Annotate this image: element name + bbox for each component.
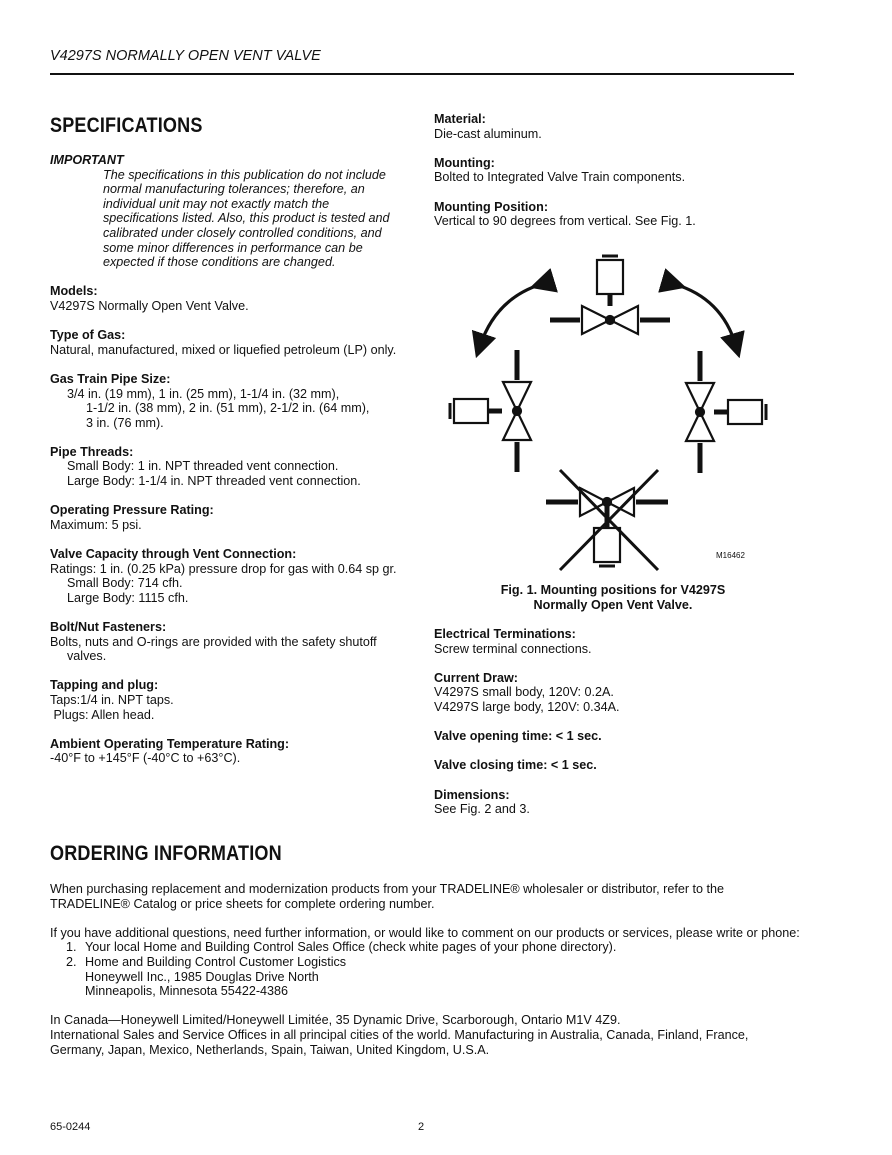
tapping-plugs: Plugs: Allen head. — [50, 707, 155, 722]
gas-train-line: 3/4 in. (19 mm), 1 in. (25 mm), 1-1/4 in. (32 mm), — [67, 386, 340, 401]
figure-caption-line: Normally Open Vent Valve. — [533, 598, 693, 612]
fasteners-text: Bolts, nuts and O-rings are provided with the safety shutoff valves. — [50, 634, 377, 664]
pipe-threads-small: Small Body: 1 in. NPT threaded vent connection. — [67, 459, 339, 474]
document-number: 65-0244 — [50, 1121, 91, 1133]
material-text: Die-cast aluminum. — [434, 126, 542, 141]
list-line: Your local Home and Building Control Sales Office (check white pages of your phone directory). — [85, 940, 617, 955]
ordering-paragraph: If you have additional questions, need further information, or would like to comment on our products or services, please write or phone: — [50, 925, 800, 940]
operating-pressure-label: Operating Pressure Rating: — [50, 503, 214, 518]
ordering-heading: ORDERING INFORMATION — [50, 842, 282, 865]
valve-inverted-icon — [546, 488, 668, 566]
valve-capacity-label: Valve Capacity through Vent Connection: — [50, 547, 297, 562]
list-item — [50, 955, 800, 999]
dimensions-label: Dimensions: — [434, 787, 510, 802]
current-draw-large: V4297S large body, 120V: 0.34A. — [434, 699, 620, 714]
gas-train-line: 3 in. (76 mm). — [86, 415, 164, 430]
ambient-text: -40°F to +145°F (-40°C to +63°C). — [50, 751, 241, 766]
valve-upright-icon — [550, 256, 670, 334]
ambient-label: Ambient Operating Temperature Rating: — [50, 736, 290, 751]
important-line: The specifications in this publication do not include — [103, 167, 386, 182]
mounting-position-text: Vertical to 90 degrees from vertical. See Fig. 1. — [434, 214, 696, 229]
operating-pressure-text: Maximum: 5 psi. — [50, 517, 142, 532]
tapping-label: Tapping and plug: — [50, 678, 159, 693]
dimensions-text: See Fig. 2 and 3. — [434, 802, 530, 817]
mounting-position-label: Mounting Position: — [434, 199, 549, 214]
canada-text: In Canada—Honeywell Limited/Honeywell Limitée, 35 Dynamic Drive, Scarborough, Ontario M1V 4Z9. — [50, 1013, 621, 1028]
specifications-left-column — [50, 153, 420, 766]
important-line: individual unit may not exactly match the — [103, 196, 330, 211]
list-item — [50, 940, 800, 955]
fasteners-label: Bolt/Nut Fasteners: — [50, 620, 167, 634]
pipe-threads-label: Pipe Threads: — [50, 444, 134, 459]
type-of-gas-label: Type of Gas: — [50, 328, 126, 343]
models-text: V4297S Normally Open Vent Valve. — [50, 298, 249, 313]
valve-capacity-ratings: Ratings: 1 in. (0.25 kPa) pressure drop for gas with 0.64 sp gr. — [50, 561, 397, 576]
valve-capacity-small: Small Body: 714 cfh. — [67, 576, 183, 591]
material-label: Material: — [434, 112, 486, 126]
valve-left-icon — [450, 350, 531, 472]
important-text — [50, 168, 403, 270]
mounting-positions-figure — [440, 248, 786, 578]
valve-capacity-large: Large Body: 1115 cfh. — [67, 590, 189, 605]
specifications-right-column-bottom — [434, 627, 804, 817]
closing-time: Valve closing time: < 1 sec. — [434, 758, 597, 773]
electrical-text: Screw terminal connections. — [434, 641, 592, 656]
figure-caption — [440, 583, 786, 613]
important-line: specifications listed. Also, this product is tested and — [103, 211, 390, 226]
tapping-taps: Taps:1/4 in. NPT taps. — [50, 692, 174, 707]
current-draw-label: Current Draw: — [434, 670, 518, 685]
list-line: Minneapolis, Minnesota 55422-4386 — [85, 984, 289, 999]
list-line: Honeywell Inc., 1985 Douglas Drive North — [85, 969, 319, 984]
type-of-gas-text: Natural, manufactured, mixed or liquefied petroleum (LP) only. — [50, 342, 397, 357]
header-rule — [50, 73, 794, 75]
document-header-title: V4297S NORMALLY OPEN VENT VALVE — [50, 48, 321, 64]
specifications-right-column-top — [434, 112, 804, 229]
mounting-label: Mounting: — [434, 155, 495, 170]
important-title: IMPORTANT — [50, 153, 124, 167]
international-text: International Sales and Service Offices in all principal cities of the world. Manufacturing in Australia, Canada, Finland, France, Germany, Japan, Mexico, Netherlands, Spain, Taiwan, United Kingdom, U.S.A. — [50, 1027, 749, 1057]
pipe-threads-large: Large Body: 1-1/4 in. NPT threaded vent connection. — [67, 474, 361, 489]
valve-right-icon — [686, 351, 766, 473]
gas-train-line: 1-1/2 in. (38 mm), 2 in. (51 mm), 2-1/2 in. (64 mm), — [86, 401, 370, 416]
list-line: Home and Building Control Customer Logistics — [85, 954, 347, 969]
figure-code: M16462 — [716, 551, 745, 560]
mounting-text: Bolted to Integrated Valve Train components. — [434, 170, 686, 185]
important-line: calibrated under closely controlled conditions, and — [103, 225, 382, 240]
figure-caption-line: Fig. 1. Mounting positions for V4297S — [500, 583, 726, 597]
electrical-label: Electrical Terminations: — [434, 627, 576, 641]
opening-time: Valve opening time: < 1 sec. — [434, 729, 602, 744]
specifications-heading: SPECIFICATIONS — [50, 114, 203, 137]
models-label: Models: — [50, 284, 98, 299]
important-line: expected if those conditions are changed. — [103, 255, 336, 270]
list-number: 1. — [66, 940, 77, 955]
current-draw-small: V4297S small body, 120V: 0.2A. — [434, 685, 614, 700]
ordering-section — [50, 882, 800, 1057]
gas-train-label: Gas Train Pipe Size: — [50, 371, 171, 386]
important-line: normal manufacturing tolerances; therefore, an — [103, 182, 365, 197]
list-number: 2. — [66, 954, 77, 969]
ordering-paragraph: When purchasing replacement and modernization products from your TRADELINE® wholesaler or distributor, refer to the TRADELINE® Catalog or price sheets for complete ordering number. — [50, 882, 725, 911]
page-number: 2 — [418, 1121, 425, 1133]
important-line: some minor differences in performance can be — [103, 240, 363, 255]
